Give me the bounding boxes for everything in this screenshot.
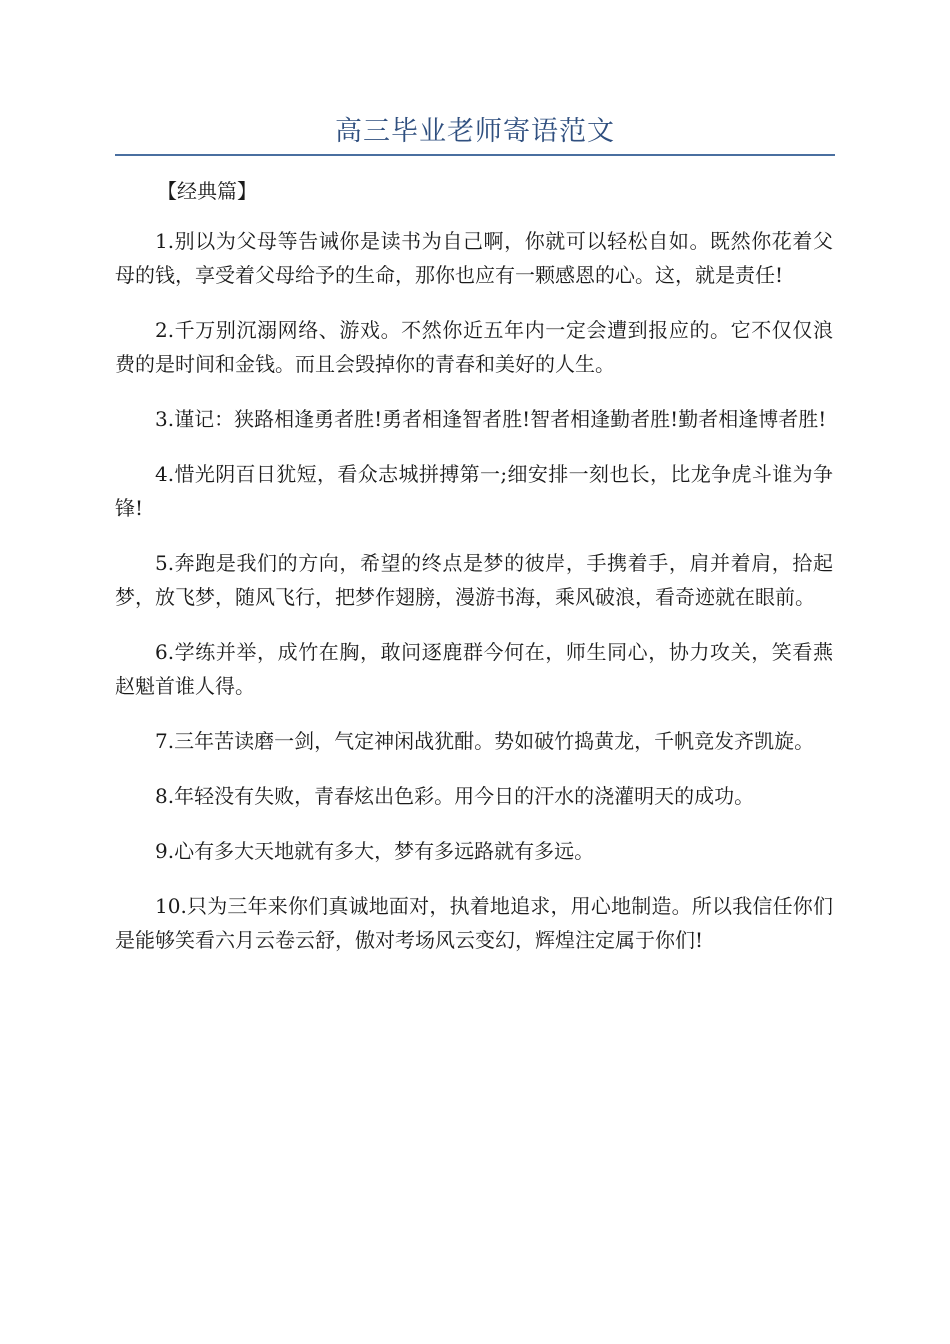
paragraph-7: 7.三年苦读磨一剑，气定神闲战犹酣。势如破竹捣黄龙，千帆竞发齐凯旋。 [155, 729, 815, 753]
paragraph-1: 1.别以为父母等告诫你是读书为自己啊，你就可以轻松自如。既然你花着父母的钱，享受着父母给予的生命，那你也应有一颗感恩的心。这，就是责任! [115, 229, 833, 287]
section-heading: 【经典篇】 [157, 179, 257, 203]
paragraph-2: 2.千万别沉溺网络、游戏。不然你近五年内一定会遭到报应的。它不仅仅浪费的是时间和金钱。而且会毁掉你的青春和美好的人生。 [115, 318, 833, 376]
title-underline [115, 154, 835, 156]
paragraph-4: 4.惜光阴百日犹短，看众志城拼搏第一;细安排一刻也长，比龙争虎斗谁为争锋! [115, 462, 833, 520]
paragraph-3: 3.谨记：狭路相逢勇者胜!勇者相逢智者胜!智者相逢勤者胜!勤者相逢博者胜! [155, 407, 827, 431]
paragraph-6: 6.学练并举，成竹在胸，敢问逐鹿群今何在，师生同心，协力攻关，笑看燕赵魁首谁人得。 [115, 640, 833, 698]
document-body [115, 174, 833, 978]
document-title: 高三毕业老师寄语范文 [335, 116, 615, 147]
paragraph-10: 10.只为三年来你们真诚地面对，执着地追求，用心地制造。所以我信任你们是能够笑看六月云卷云舒，傲对考场风云变幻，辉煌注定属于你们! [115, 894, 833, 952]
paragraph-8: 8.年轻没有失败，青春炫出色彩。用今日的汗水的浇灌明天的成功。 [155, 784, 755, 808]
paragraph-5: 5.奔跑是我们的方向，希望的终点是梦的彼岸，手携着手，肩并着肩，拾起梦，放飞梦，随风飞行，把梦作翅膀，漫游书海，乘风破浪，看奇迹就在眼前。 [115, 551, 833, 609]
paragraph-9: 9.心有多大天地就有多大，梦有多远路就有多远。 [155, 839, 595, 863]
